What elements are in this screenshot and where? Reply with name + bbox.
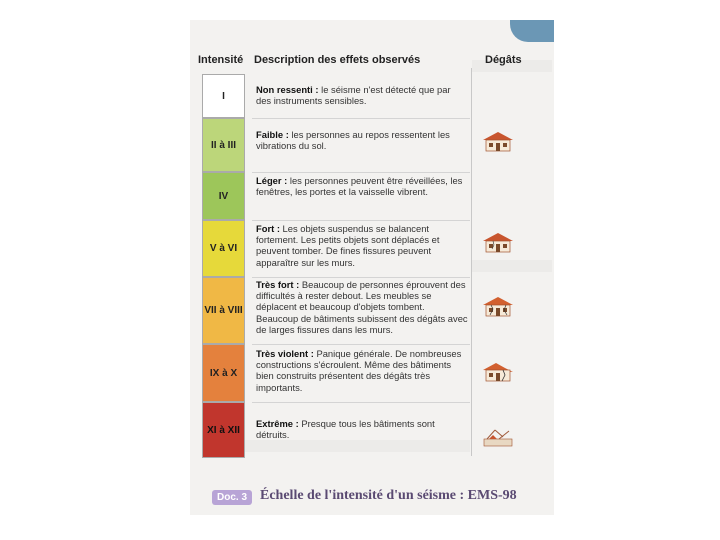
description-ix-x: Très violent : Panique générale. De nombreuses constructions s'écroulent. Même des bâtiments bien construits présentent des dégâts très importants. <box>256 348 462 393</box>
document-page <box>190 20 554 515</box>
description-vii-viii: Très fort : Beaucoup de personnes éprouvent des difficultés à rester debout. Les meubles se déplacent et beaucoup d'objets tombent. Beaucoup de bâtiments subissent des dégâts avec de larges fissures dans les murs. <box>256 279 468 335</box>
intensity-cell-ix-x: IX à X <box>202 344 245 402</box>
row-divider <box>252 220 470 221</box>
description-v-vi: Fort : Les objets suspendus se balancent fortement. Les petits objets sont déplacés et peuvent tomber. De fines fissures peuvent apparaître sur les murs. <box>256 223 440 268</box>
description-xi-xii: Extrême : Presque tous les bâtiments sont détruits. <box>256 418 435 441</box>
bleed-through <box>472 260 552 272</box>
description-i: Non ressenti : le séisme n'est détecté que par des instruments sensibles. <box>256 84 451 107</box>
bleed-through <box>230 440 470 452</box>
header-description: Description des effets observés <box>254 54 421 66</box>
intensity-cell-v-vi: V à VI <box>202 220 245 277</box>
header-intensity: Intensité <box>198 54 244 66</box>
description-ii-iii: Faible : les personnes au repos ressentent les vibrations du sol. <box>256 129 450 152</box>
column-divider <box>471 68 472 456</box>
intensity-cell-i: I <box>202 74 245 118</box>
intensity-cell-xi-xii: XI à XII <box>202 402 245 458</box>
caption-label: Doc. 3 <box>212 490 252 505</box>
corner-decoration <box>510 20 554 42</box>
description-iv: Léger : les personnes peuvent être réveillées, les fenêtres, les portes et la vaisselle vibrent. <box>256 175 463 198</box>
row-divider <box>252 277 470 278</box>
house-light-damage-icon <box>481 130 515 152</box>
row-divider <box>252 344 470 345</box>
header-damage: Dégâts <box>485 54 522 66</box>
row-divider <box>252 402 470 403</box>
house-damaged-icon <box>481 295 515 317</box>
house-partly-collapsed-icon <box>481 360 515 382</box>
intensity-cell-ii-iii: II à III <box>202 118 245 172</box>
house-cracked-icon <box>481 231 515 253</box>
caption-title: Échelle de l'intensité d'un séisme : EMS-98 <box>260 488 517 503</box>
intensity-cell-iv: IV <box>202 172 245 220</box>
row-divider <box>252 172 470 173</box>
row-divider <box>252 118 470 119</box>
house-destroyed-icon <box>481 425 515 447</box>
intensity-cell-vii-viii: VII à VIII <box>202 277 245 344</box>
